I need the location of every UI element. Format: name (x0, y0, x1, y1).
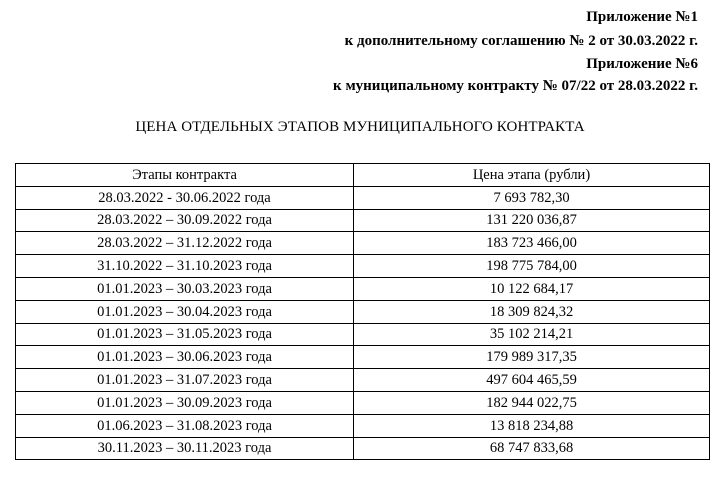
stage-price-cell: 497 604 465,59 (354, 369, 710, 392)
stage-price-cell: 198 775 784,00 (354, 255, 710, 278)
stage-price-cell: 7 693 782,30 (354, 186, 710, 209)
appendix-6-label: Приложение №6 (586, 56, 698, 72)
stages-price-table (15, 163, 710, 460)
stage-period-cell: 28.03.2022 – 31.12.2022 года (16, 232, 354, 255)
table-row (16, 437, 710, 460)
stage-period-cell: 01.01.2023 – 30.03.2023 года (16, 277, 354, 300)
supplementary-agreement-ref: к дополнительному соглашению № 2 от 30.03.2022 г. (344, 33, 698, 49)
appendix-1-label: Приложение №1 (586, 9, 698, 25)
stage-price-cell: 68 747 833,68 (354, 437, 710, 460)
table-row (16, 255, 710, 278)
stage-period-cell: 30.11.2023 – 30.11.2023 года (16, 437, 354, 460)
table-row (16, 277, 710, 300)
table-row (16, 323, 710, 346)
municipal-contract-ref: к муниципальному контракту № 07/22 от 28.03.2022 г. (333, 78, 698, 94)
table-row (16, 369, 710, 392)
column-header-price: Цена этапа (рубли) (354, 164, 710, 187)
stage-period-cell: 31.10.2022 – 31.10.2023 года (16, 255, 354, 278)
table-row (16, 391, 710, 414)
stage-price-cell: 182 944 022,75 (354, 391, 710, 414)
table-row (16, 186, 710, 209)
stage-price-cell: 10 122 684,17 (354, 277, 710, 300)
stage-period-cell: 28.03.2022 - 30.06.2022 года (16, 186, 354, 209)
table-row (16, 414, 710, 437)
document-title: ЦЕНА ОТДЕЛЬНЫХ ЭТАПОВ МУНИЦИПАЛЬНОГО КОНТРАКТА (135, 119, 585, 135)
table-row (16, 346, 710, 369)
table-header-row (16, 164, 710, 187)
stage-period-cell: 01.01.2023 – 30.09.2023 года (16, 391, 354, 414)
stage-period-cell: 01.06.2023 – 31.08.2023 года (16, 414, 354, 437)
stage-price-cell: 183 723 466,00 (354, 232, 710, 255)
stage-price-cell: 179 989 317,35 (354, 346, 710, 369)
stage-period-cell: 01.01.2023 – 30.04.2023 года (16, 300, 354, 323)
stage-period-cell: 01.01.2023 – 31.07.2023 года (16, 369, 354, 392)
stage-price-cell: 13 818 234,88 (354, 414, 710, 437)
table-row (16, 232, 710, 255)
stage-price-cell: 18 309 824,32 (354, 300, 710, 323)
stage-period-cell: 01.01.2023 – 30.06.2023 года (16, 346, 354, 369)
table-row (16, 300, 710, 323)
table-row (16, 209, 710, 232)
column-header-stages: Этапы контракта (16, 164, 354, 187)
stage-period-cell: 01.01.2023 – 31.05.2023 года (16, 323, 354, 346)
stage-price-cell: 35 102 214,21 (354, 323, 710, 346)
stage-price-cell: 131 220 036,87 (354, 209, 710, 232)
stage-period-cell: 28.03.2022 – 30.09.2022 года (16, 209, 354, 232)
